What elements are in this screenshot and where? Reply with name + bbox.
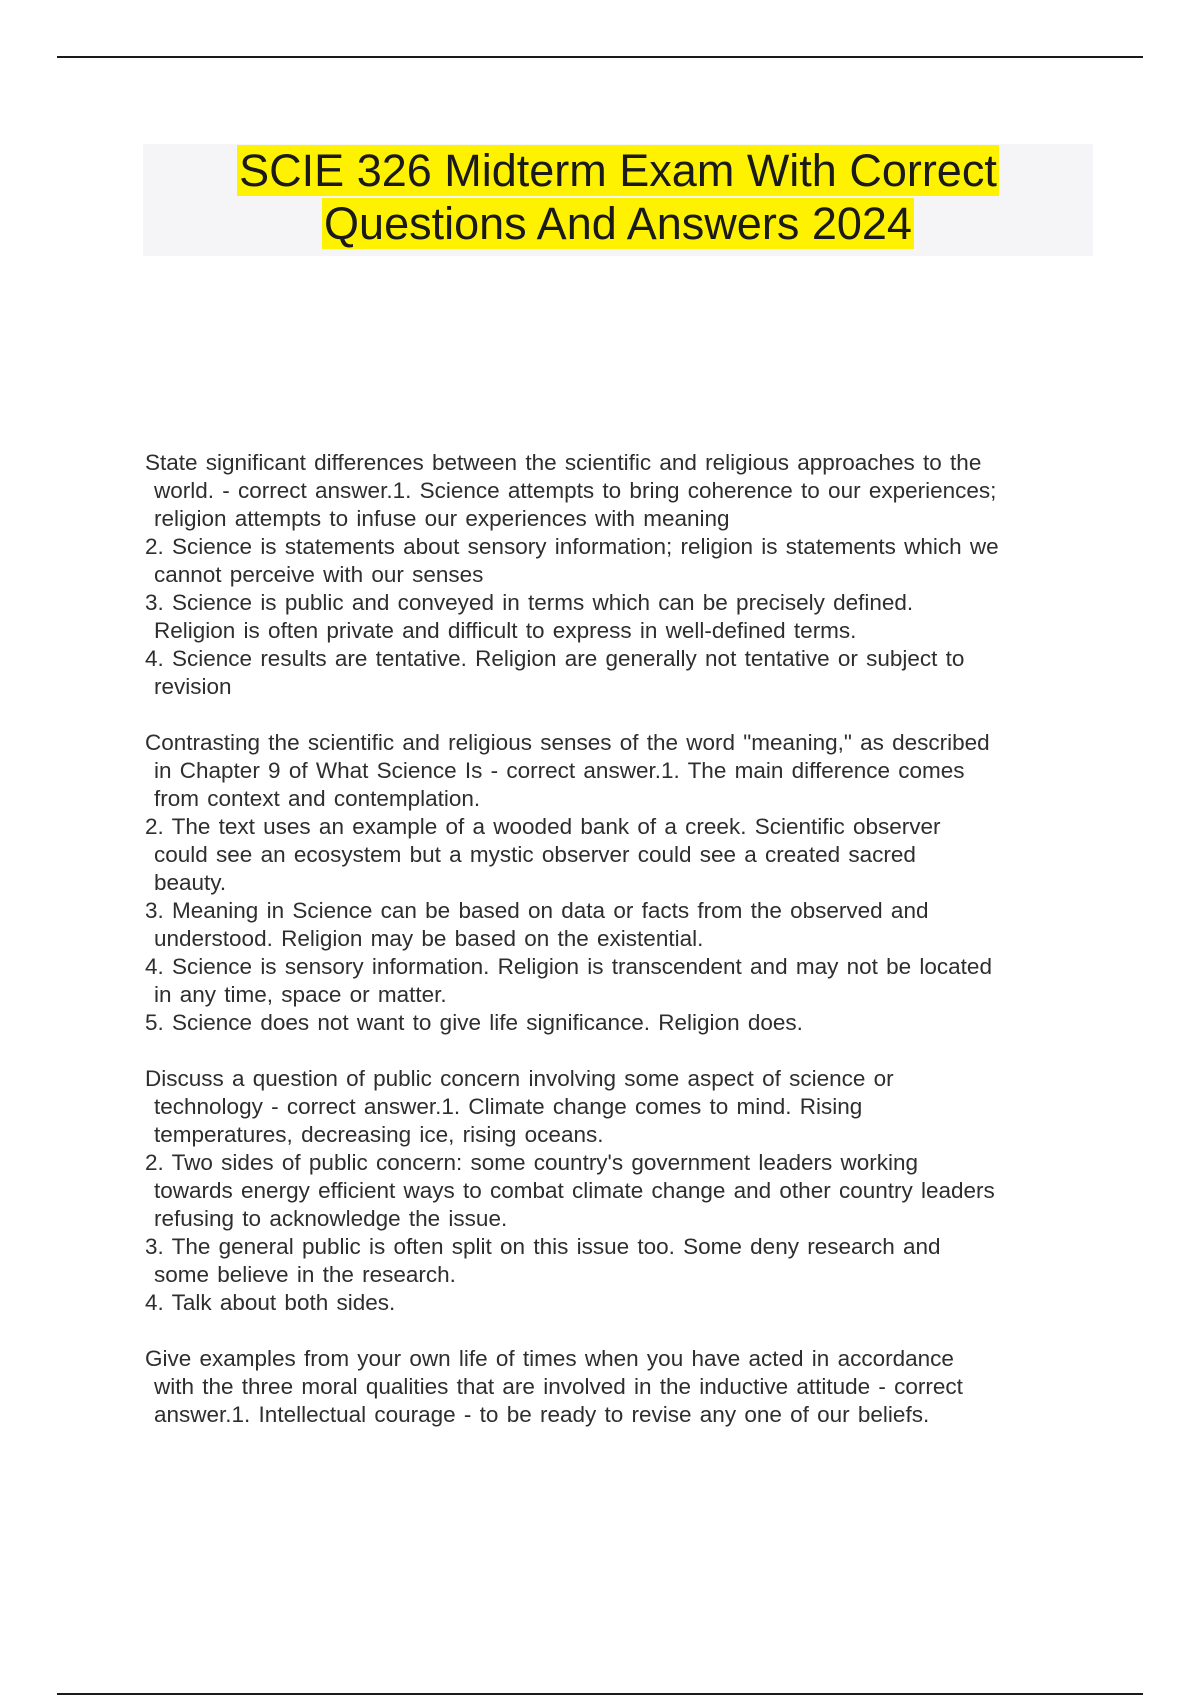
answer-line: beauty.	[154, 870, 227, 895]
answer-line: 2. Two sides of public concern: some country's government leaders working	[145, 1150, 919, 1175]
qa-block	[145, 449, 1090, 701]
answer-line: could see an ecosystem but a mystic observer could see a created sacred	[154, 842, 916, 867]
answer-line: refusing to acknowledge the issue.	[154, 1206, 508, 1231]
question-line: Discuss a question of public concern involving some aspect of science or	[145, 1066, 894, 1091]
title-banner	[143, 144, 1093, 256]
answer-line: from context and contemplation.	[154, 786, 481, 811]
question-line: State significant differences between the scientific and religious approaches to the	[145, 450, 982, 475]
qa-block	[145, 1345, 1090, 1429]
bottom-rule	[57, 1693, 1143, 1695]
answer-line: answer.1. Intellectual courage - to be ready to revise any one of our beliefs.	[154, 1402, 930, 1427]
answer-line: towards energy efficient ways to combat climate change and other country leaders	[154, 1178, 995, 1203]
answer-line: world. - correct answer.1. Science attempts to bring coherence to our experiences;	[154, 478, 997, 503]
answer-line: 3. Science is public and conveyed in terms which can be precisely defined.	[145, 590, 914, 615]
answer-line: in any time, space or matter.	[154, 982, 447, 1007]
answer-line: 4. Talk about both sides.	[145, 1290, 396, 1315]
top-rule	[57, 56, 1143, 58]
question-line: Give examples from your own life of times when you have acted in accordance	[145, 1346, 954, 1371]
answer-line: 4. Science results are tentative. Religion are generally not tentative or subject to	[145, 646, 965, 671]
title-line-2: Questions And Answers 2024	[324, 198, 912, 249]
title-line-1: SCIE 326 Midterm Exam With Correct	[239, 145, 997, 196]
answer-line: 2. The text uses an example of a wooded bank of a creek. Scientific observer	[145, 814, 941, 839]
answer-line: with the three moral qualities that are involved in the inductive attitude - correct	[154, 1374, 963, 1399]
answer-line: 5. Science does not want to give life significance. Religion does.	[145, 1010, 803, 1035]
answer-line: understood. Religion may be based on the existential.	[154, 926, 704, 951]
answer-line: Religion is often private and difficult to express in well-defined terms.	[154, 618, 857, 643]
answer-line: cannot perceive with our senses	[154, 562, 484, 587]
answer-line: temperatures, decreasing ice, rising oceans.	[154, 1122, 604, 1147]
document-body	[145, 449, 1090, 1429]
qa-block	[145, 729, 1090, 1037]
answer-line: revision	[154, 674, 232, 699]
question-line: Contrasting the scientific and religious senses of the word "meaning," as described	[145, 730, 990, 755]
answer-line: religion attempts to infuse our experiences with meaning	[154, 506, 730, 531]
answer-line: technology - correct answer.1. Climate change comes to mind. Rising	[154, 1094, 863, 1119]
answer-line: some believe in the research.	[154, 1262, 456, 1287]
answer-line: 4. Science is sensory information. Religion is transcendent and may not be located	[145, 954, 992, 979]
answer-line: 3. The general public is often split on this issue too. Some deny research and	[145, 1234, 941, 1259]
answer-line: in Chapter 9 of What Science Is - correct answer.1. The main difference comes	[154, 758, 965, 783]
qa-block	[145, 1065, 1090, 1317]
answer-line: 2. Science is statements about sensory information; religion is statements which we	[145, 534, 999, 559]
answer-line: 3. Meaning in Science can be based on data or facts from the observed and	[145, 898, 929, 923]
